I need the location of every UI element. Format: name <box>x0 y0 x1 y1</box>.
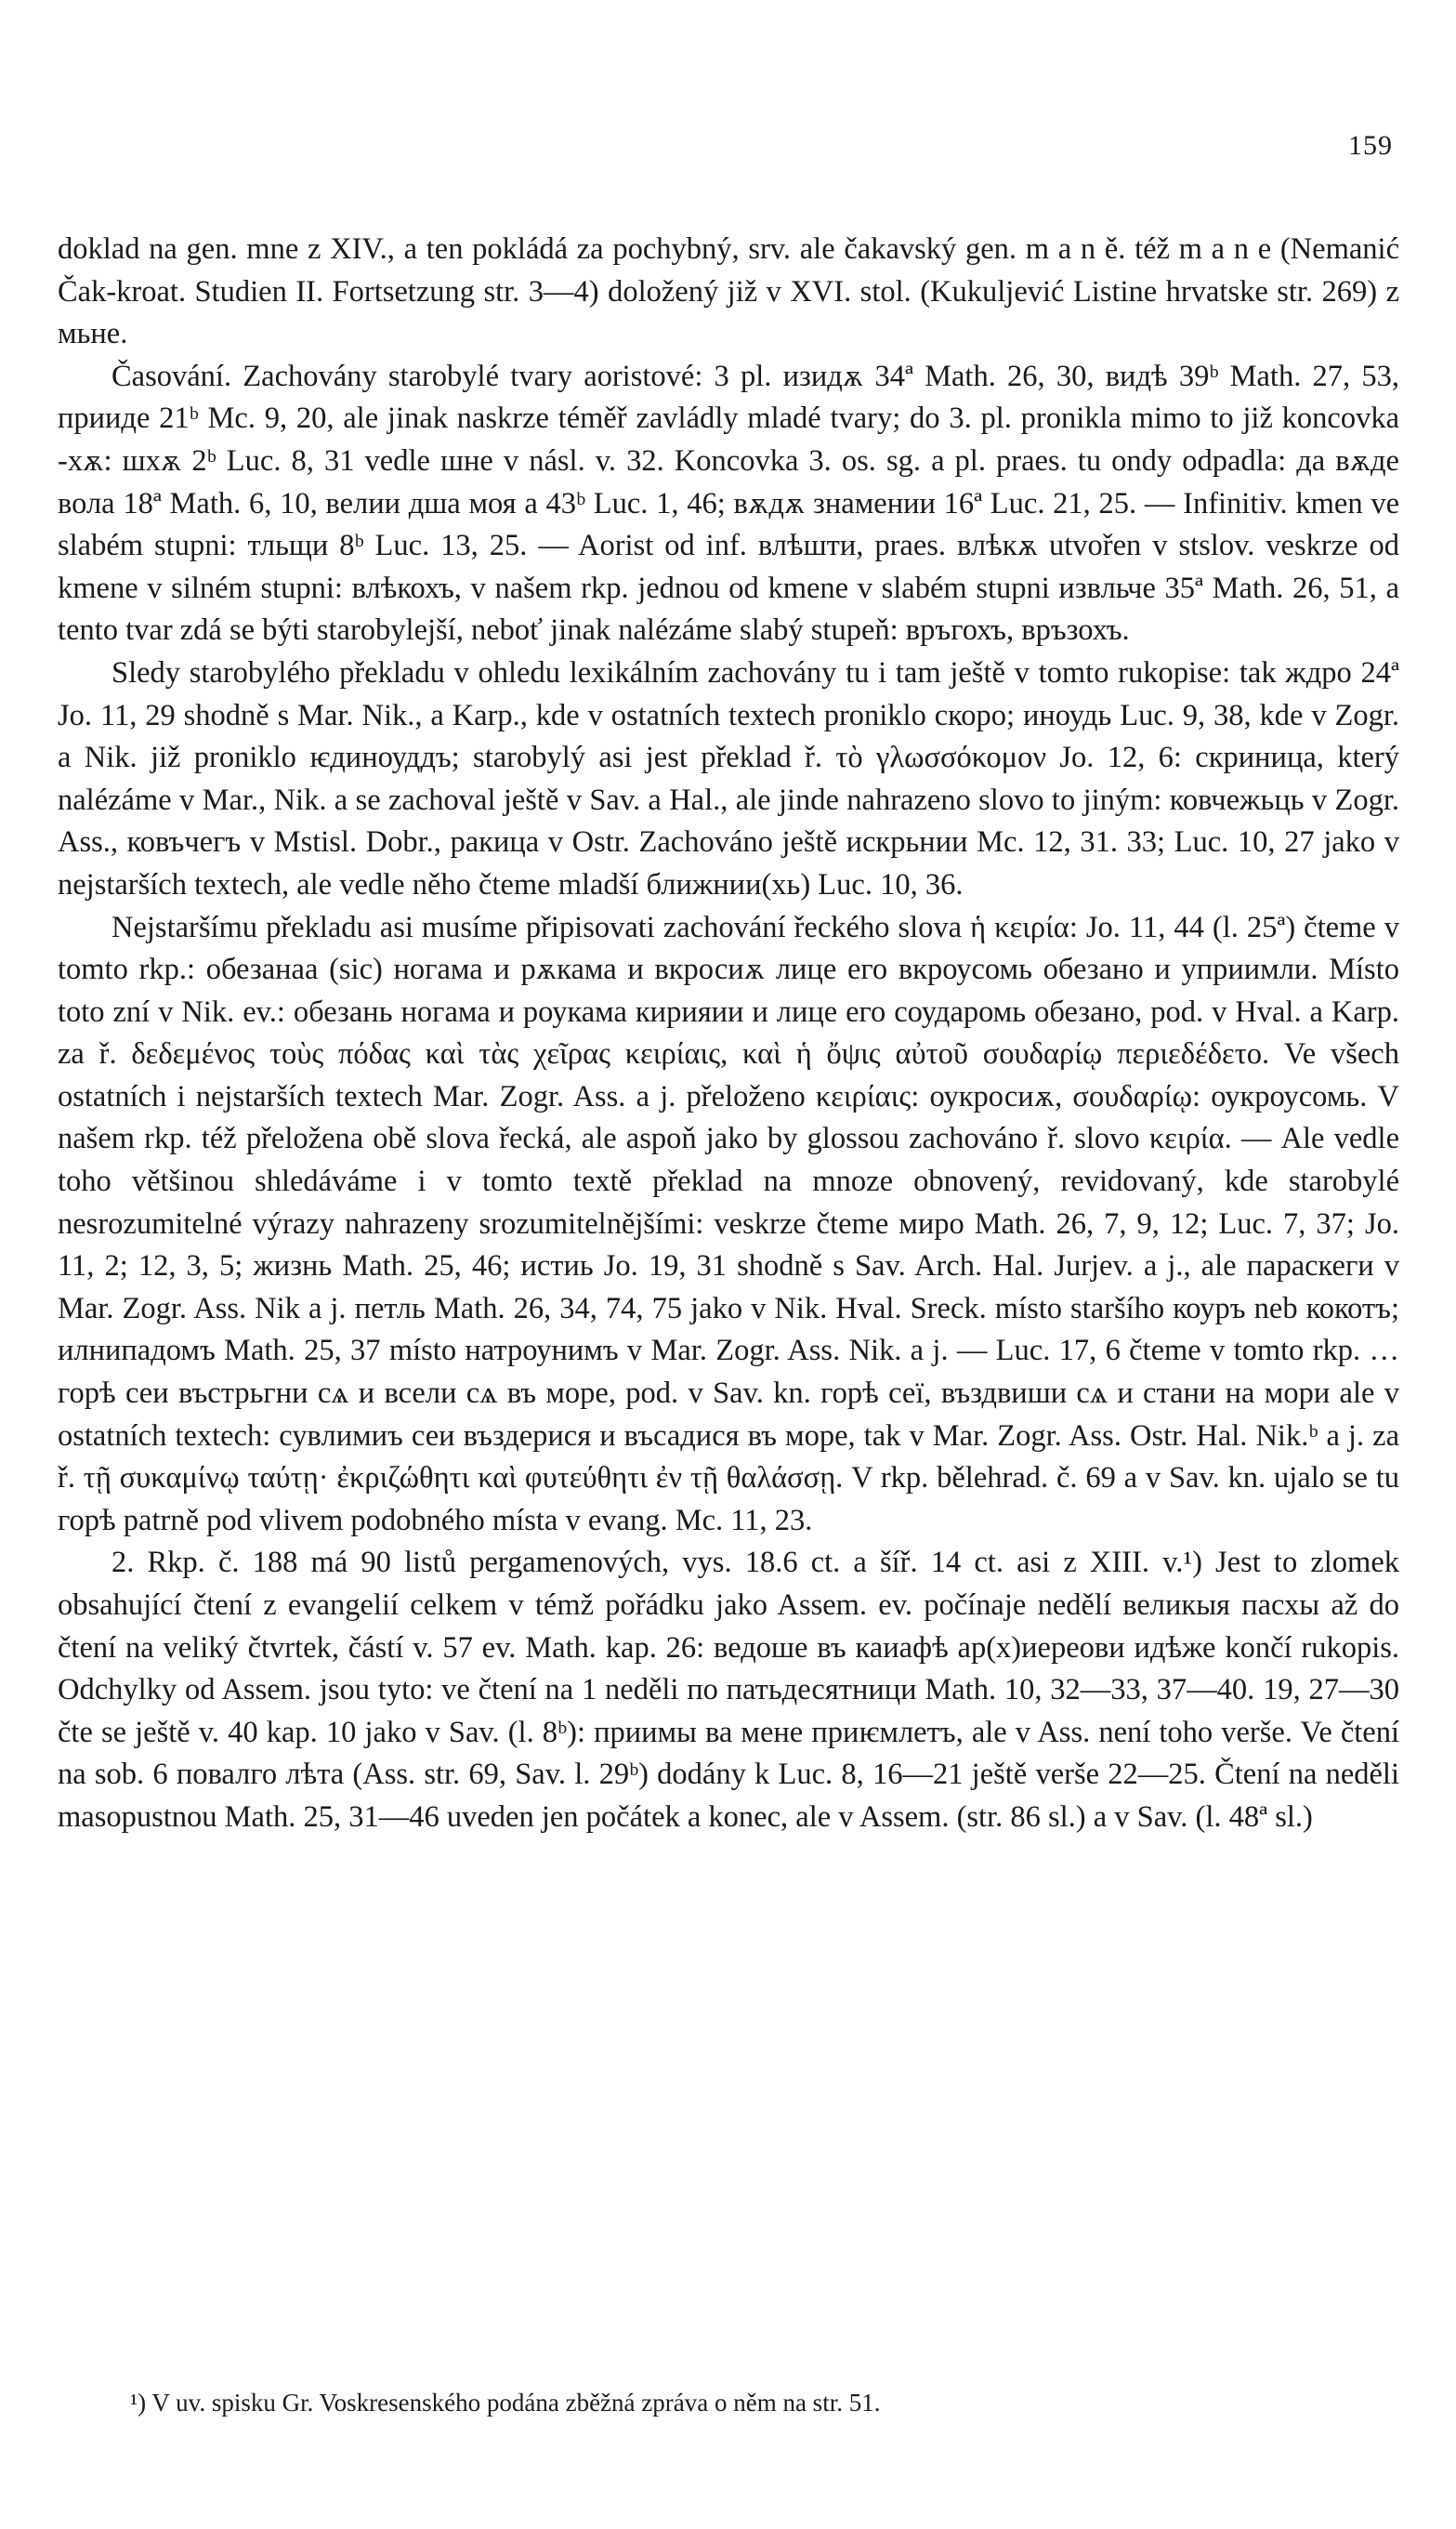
paragraph-greek-word: Nejstaršímu překladu asi musíme připisovati zachování řeckého slova ἡ κειρία: Jo. 11, 44 (l. 25ª) čteme v tomto rkp.: обезанаа (sic) ногама и рѫкама и вкросиѫ лице его вкроусомь обезано и уприимли. Místo toto zní v Nik. ev.: обезань ногама и роукама кирияии и лице его соударомь обезано, pod. v Hval. a Karp. za ř. δεδεμένος τοὺς πόδας καὶ τὰς χεῖρας κειρίαις, καὶ ἡ ὄψις αὐτοῦ σουδαρίῳ περιεδέδετο. Ve všech ostatních i nejstarších textech Mar. Zogr. Ass. a j. přeloženo κειρίαις: оукросиѫ, σουδαρίῳ: оукроусомь. V našem rkp. též přeložena obě slova řecká, ale aspoň jako by glossou zachováno ř. slovo κειρία. — Ale vedle toho většinou shledáváme i v tomto textě překlad na mnoze obnovený, revidovaný, kde starobylé nesrozumitelné výrazy nahrazeny srozumitelnějšími: veskrze čteme миро Math. 26, 7, 9, 12; Luc. 7, 37; Jo. 11, 2; 12, 3, 5; жизнь Math. 25, 46; истиь Jo. 19, 31 shodně s Sav. Arch. Hal. Jurjev. a j., ale параскеги v Mar. Zogr. Ass. Nik a j. петль Math. 26, 34, 74, 75 jako v Nik. Hval. Sreck. místo staršího коуръ neb кокотъ; илнипадомъ Math. 25, 37 místo натроунимъ v Mar. Zogr. Ass. Nik. a j. — Luc. 17, 6 čteme v tomto rkp. … горѣ сеи въстрьгни сѧ и всели сѧ въ море, pod. v Sav. kn. горѣ сеї, въздвиши сѧ и стани на мори ale v ostatních textech: сувлимиъ сеи въздерися и въсадися въ море, tak v Mar. Zogr. Ass. Ostr. Hal. Nik.ᵇ a j. za ř. τῇ συκαμίνῳ ταύτῃ· ἐκριζώθητι καὶ φυτεύθητι ἐν τῇ θαλάσσῃ. V rkp. bělehrad. č. 69 a v Sav. kn. ujalo se tu горѣ patrně pod vlivem podobného místa v evang. Mc. 11, 23. <box>58 910 1399 1537</box>
paragraph-conjugation: Časování. Zachovány starobylé tvary aoristové: 3 pl. изидѫ 34ª Math. 26, 30, видѣ 39ᵇ Math. 27, 53, прииде 21ᵇ Mc. 9, 20, ale jinak naskrze téměř zavládly mladé tvary; do 3. pl. pronikla mimo to již koncovka -хѫ: шхѫ 2ᵇ Luc. 8, 31 vedle шне v násl. v. 32. Koncovka 3. os. sg. a pl. praes. tu ondy odpadla: да вѫде вола 18ª Math. 6, 10, велии дша моя а 43ᵇ Luc. 1, 46; вѫдѫ знамении 16ª Luc. 21, 25. — Infinitiv. kmen ve slabém stupni: тльщи 8ᵇ Luc. 13, 25. — Aorist od inf. влѣшти, praes. влѣкѫ utvořen v stslov. veskrze od kmene v silném stupni: влѣкохъ, v našem rkp. jednou od kmene v slabém stupni извльче 35ª Math. 26, 51, a tento tvar zdá se býti starobylejší, neboť jinak nalézáme slabý stupeň: връгохъ, връзохъ. <box>58 359 1399 648</box>
page-number: 159 <box>1348 130 1393 161</box>
body-text <box>58 229 1399 1839</box>
footnote: ¹) V uv. spisku Gr. Voskresenského podána zběžná zpráva o něm na str. 51. <box>130 2389 881 2417</box>
paragraph-genitive: doklad na gen. mne z XIV., a ten pokládá za pochybný, srv. ale čakavský gen. m a n ě. též m a n e (Nemanić Čak-kroat. Studien II. Fortsetzung str. 3—4) doložený již v XVI. stol. (Kukuljević Listine hrvatske str. 269) z мьне. <box>58 232 1399 351</box>
paragraph-manuscript-188: 2. Rkp. č. 188 má 90 listů pergamenových, vys. 18.6 ct. a šíř. 14 ct. asi z XIII. v.¹) Jest to zlomek obsahující čtení z evangelií celkem v témž pořádku jako Assem. ev. počínaje nedělí великыя пасхы až do čtení na veliký čtvrtek, částí v. 57 ev. Math. kap. 26: ведоше въ каиафѣ ар(х)иереови идѣже končí rukopis. Odchylky od Assem. jsou tyto: ve čtení na 1 neděli по патьдесятници Math. 10, 32—33, 37—40. 19, 27—30 čte se ještě v. 40 kap. 10 jako v Sav. (l. 8ᵇ): приимы ва мене приѥмлетъ, ale v Ass. není toho verše. Ve čtení na sob. 6 повалго лѣта (Ass. str. 69, Sav. l. 29ᵇ) dodány k Luc. 8, 16—21 ještě verše 22—25. Čtení na neděli masopustnou Math. 25, 31—46 uveden jen počátek a konec, ale v Assem. (str. 86 sl.) a v Sav. (l. 48ª sl.) <box>58 1546 1399 1834</box>
paragraph-lexical-traces: Sledy starobylého překladu v ohledu lexikálním zachovány tu i tam ještě v tomto rukopise: tak ждро 24ª Jo. 11, 29 shodně s Mar. Nik., a Karp., kde v ostatních textech proniklo скоро; иноудь Luc. 9, 38, kde v Zogr. a Nik. již proniklo ѥдиноуддъ; starobylý asi jest překlad ř. τὸ γλωσσόκομον Jo. 12, 6: скриница, který nalézáme v Mar., Nik. a se zachoval ještě v Sav. a Hal., ale jinde nahrazeno slovo to jiným: ковчежьць v Zogr. Ass., ковъчегъ v Mstisl. Dobr., ракица v Ostr. Zachováno ještě искрьнии Mc. 12, 31. 33; Luc. 10, 27 jako v nejstarších textech, ale vedle něho čteme mladší ближнии(хь) Luc. 10, 36. <box>58 655 1399 902</box>
